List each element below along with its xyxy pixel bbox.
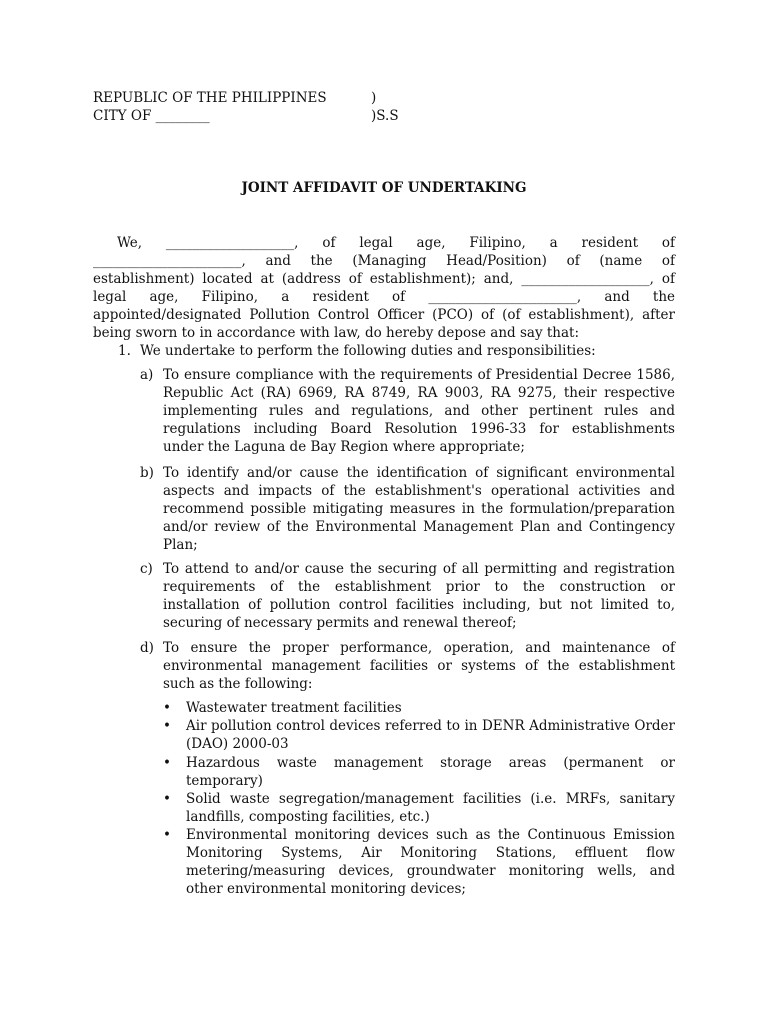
subitem-line: aspects and impacts of the establishment's operational activities and (163, 483, 675, 499)
bullet-line: Solid waste segregation/management facilities (i.e. MRFs, sanitary (186, 791, 675, 807)
bullet-glyph: • (163, 791, 171, 807)
item-1-number: 1. (118, 343, 131, 359)
subitem-line: and/or review of the Environmental Management Plan and Contingency (163, 519, 675, 535)
subitem-line: installation of pollution control facilities including, but not limited to, (163, 597, 675, 613)
bullet-line: temporary) (186, 773, 263, 789)
intro-line: appointed/designated Pollution Control Officer (PCO) of (of establishment), after (93, 307, 675, 323)
intro-line: being sworn to in accordance with law, do hereby depose and say that: (93, 325, 580, 341)
subitem-line: To identify and/or cause the identification of significant environmental (163, 465, 675, 481)
subitem-label: c) (140, 561, 153, 577)
subitem-line: such as the following: (163, 676, 313, 692)
bullet-line: Air pollution control devices referred to in DENR Administrative Order (186, 718, 675, 734)
intro-line: We, ___________________, of legal age, Filipino, a resident of (117, 235, 675, 251)
intro-line: legal age, Filipino, a resident of ______________________, and the (93, 289, 675, 305)
subitem-line: Plan; (163, 537, 198, 553)
paren-1: ) (371, 90, 377, 106)
subitem-label: d) (140, 640, 154, 656)
subitem-label: a) (140, 367, 154, 383)
subitem-line: under the Laguna de Bay Region where appropriate; (163, 439, 525, 455)
document-title: JOINT AFFIDAVIT OF UNDERTAKING (241, 180, 527, 196)
bullet-line: Environmental monitoring devices such as the Continuous Emission (186, 827, 675, 843)
bullet-glyph: • (163, 700, 171, 716)
ss-marker: )S.S (371, 108, 399, 124)
subitem-line: environmental management facilities or systems of the establishment (163, 658, 675, 674)
subitem-line: To ensure compliance with the requirements of Presidential Decree 1586, (163, 367, 675, 383)
intro-line: ______________________, and the (Managing Head/Position) of (name of (93, 253, 675, 269)
bullet-line: Wastewater treatment facilities (186, 700, 402, 716)
bullet-line: Hazardous waste management storage areas (permanent or (186, 755, 675, 771)
subitem-line: securing of necessary permits and renewal thereof; (163, 615, 517, 631)
subitem-line: regulations including Board Resolution 1996-33 for establishments (163, 421, 675, 437)
bullet-line: Monitoring Systems, Air Monitoring Stations, effluent flow (186, 845, 675, 861)
intro-line: establishment) located at (address of establishment); and, ___________________, of (93, 271, 675, 287)
subitem-line: To attend to and/or cause the securing of all permitting and registration (163, 561, 675, 577)
city-line: CITY OF ________ (93, 108, 210, 124)
subitem-line: Republic Act (RA) 6969, RA 8749, RA 9003, RA 9275, their respective (163, 385, 675, 401)
bullet-glyph: • (163, 755, 171, 771)
bullet-line: (DAO) 2000-03 (186, 736, 289, 752)
republic-line: REPUBLIC OF THE PHILIPPINES (93, 90, 327, 106)
subitem-line: implementing rules and regulations, and other pertinent rules and (163, 403, 675, 419)
bullet-glyph: • (163, 718, 171, 734)
item-1-text: We undertake to perform the following duties and responsibilities: (140, 343, 596, 359)
bullet-line: other environmental monitoring devices; (186, 881, 466, 897)
bullet-glyph: • (163, 827, 171, 843)
subitem-label: b) (140, 465, 154, 481)
subitem-line: requirements of the establishment prior to the construction or (163, 579, 675, 595)
subitem-line: To ensure the proper performance, operation, and maintenance of (163, 640, 675, 656)
subitem-line: recommend possible mitigating measures in the formulation/preparation (163, 501, 675, 517)
bullet-line: metering/measuring devices, groundwater monitoring wells, and (186, 863, 675, 879)
bullet-line: landfills, composting facilities, etc.) (186, 809, 430, 825)
